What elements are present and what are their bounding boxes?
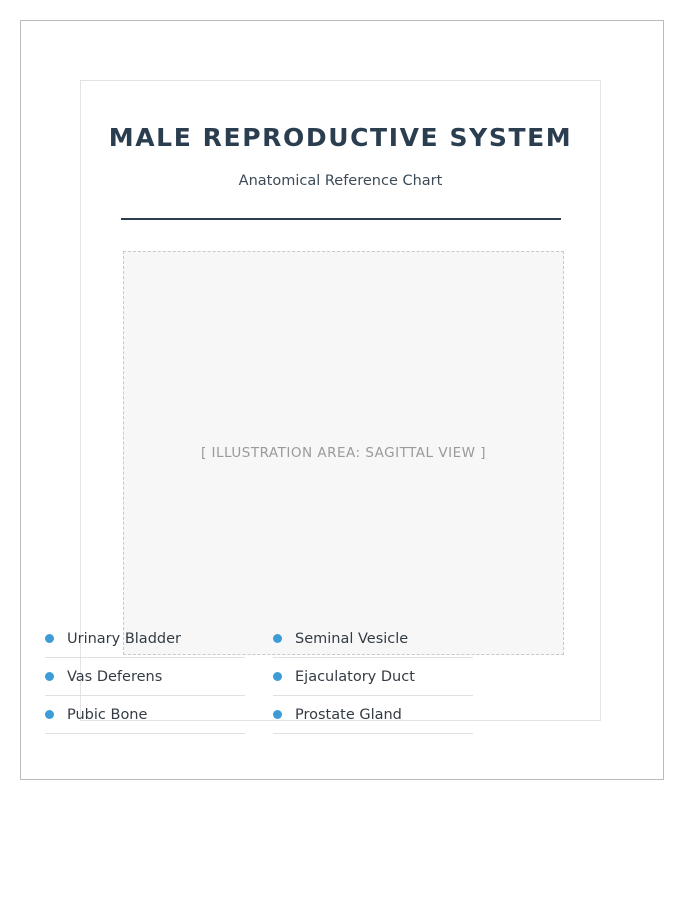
list-item[interactable] [273,696,473,734]
legend-item-label: Prostate Gland [295,706,402,723]
page-title: MALE REPRODUCTIVE SYSTEM [108,123,573,152]
list-item[interactable] [45,658,245,696]
list-item[interactable] [45,696,245,734]
bullet-dot-icon [45,634,54,643]
bullet-dot-icon [45,710,54,719]
legend-item-label: Ejaculatory Duct [295,668,415,685]
page-subtitle: Anatomical Reference Chart [238,173,443,189]
list-item[interactable] [273,658,473,696]
legend-column-right [273,620,473,734]
bullet-dot-icon [273,672,282,681]
illustration-placeholder-text: [ ILLUSTRATION AREA: SAGITTAL VIEW ] [200,445,487,461]
list-item[interactable] [273,620,473,658]
bullet-dot-icon [45,672,54,681]
legend-item-label: Vas Deferens [67,668,163,685]
illustration-area [123,251,564,655]
title-divider [121,218,561,220]
bullet-dot-icon [273,710,282,719]
legend-item-label: Pubic Bone [67,706,148,723]
list-item[interactable] [45,620,245,658]
legend-item-label: Urinary Bladder [67,630,181,647]
legend-item-label: Seminal Vesicle [295,630,409,647]
bullet-dot-icon [273,634,282,643]
legend-column-left [45,620,245,734]
